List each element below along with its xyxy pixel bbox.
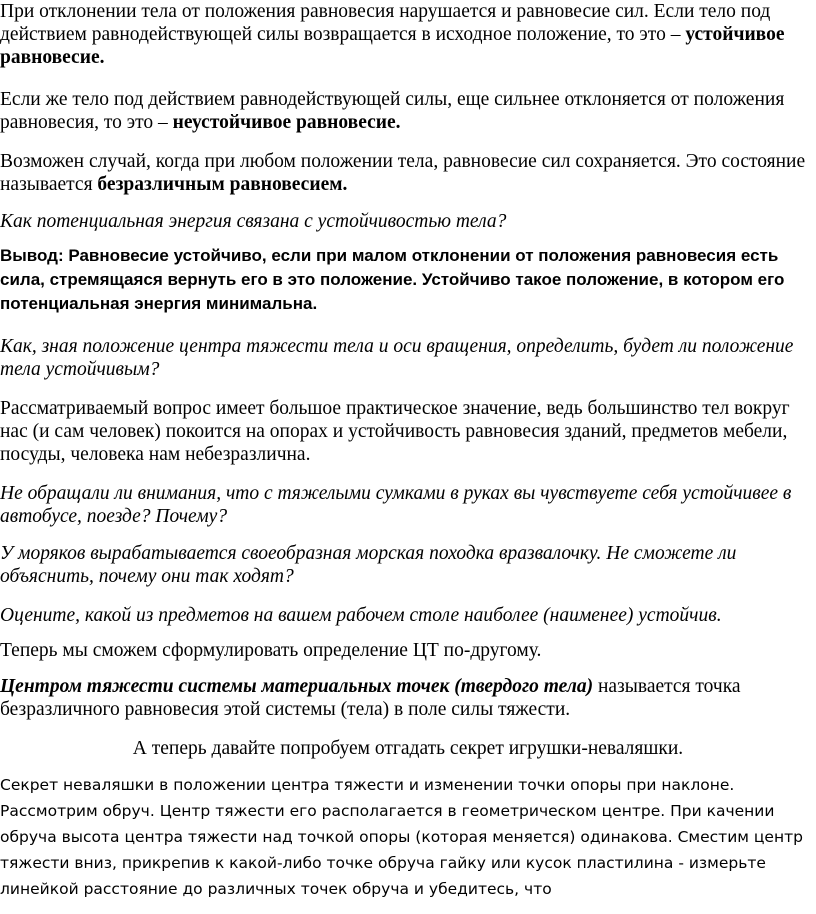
question-heavy-bags: Не обращали ли внимания, что с тяжелыми сумками в руках вы чувствуете себя устойчивее в автобусе, поезде? Почему? bbox=[0, 483, 792, 527]
paragraph-practical-importance: Рассматриваемый вопрос имеет большое практическое значение, ведь большинство тел вокруг нас (и сам человек) покоится на опорах и устойчивость равновесия зданий, предметов мебели, посуды, человека нам небезразлична. bbox=[0, 398, 790, 465]
paragraph-stable-equilibrium bbox=[0, 0, 812, 69]
p1-term: устойчивое равновесие. bbox=[0, 24, 785, 68]
conclusion-paragraph: Вывод: Равновесие устойчиво, если при малом отклонении от положения равновесия есть сила, стремящаяся вернуть его в это положение. Устойчиво такое положение, в котором его потенциальная энергия минимальна. bbox=[0, 246, 785, 313]
question-potential-energy: Как потенциальная энергия связана с устойчивостью тела? bbox=[0, 211, 507, 232]
p2-term: неустойчивое равновесие. bbox=[172, 112, 401, 133]
paragraph-new-definition: Теперь мы сможем сформулировать определение ЦТ по-другому. bbox=[0, 640, 542, 661]
paragraph-unstable-equilibrium bbox=[0, 88, 812, 134]
p3-term: безразличным равновесием. bbox=[97, 174, 348, 195]
definition-term: Центром тяжести системы материальных точек (твердого тела) bbox=[0, 676, 594, 697]
question-center-of-gravity: Как, зная положение центра тяжести тела и оси вращения, определить, будет ли положение тела устойчивым? bbox=[0, 336, 794, 380]
paragraph-neutral-equilibrium bbox=[0, 150, 812, 196]
p1-text: При отклонении тела от положения равновесия нарушается и равновесие сил. Если тело под действием равнодействующей силы возвращается в исходное положение, то это – bbox=[0, 1, 771, 45]
p3-text: Возможен случай, когда при любом положении тела, равновесие сил сохраняется. Это состояние называется bbox=[0, 151, 806, 195]
definition-text: называется точка безразличного равновесия этой системы (тела) в поле силы тяжести. bbox=[0, 676, 741, 720]
question-sailors: У моряков вырабатывается своеобразная морская походка вразвалочку. Не сможете ли объяснить, почему они так ходят? bbox=[0, 543, 737, 587]
paragraph-roly-poly-secret: Секрет неваляшки в положении центра тяжести и изменении точки опоры при наклоне. Рассмотрим обруч. Центр тяжести его располагается в геометрическом центре. При качении обруча высота центра тяжести над точкой опоры (которая меняется) одинакова. Сместим центр тяжести вниз, прикрепив к какой-либо точке обруча гайку или кусок пластилина - измерьте линейкой расстояние до различных точек обруча и убедитесь, что bbox=[0, 776, 803, 898]
p2-text: Если же тело под действием равнодействующей силы, еще сильнее отклоняется от положения равновесия, то это – bbox=[0, 89, 785, 133]
paragraph-roly-poly-intro: А теперь давайте попробуем отгадать секрет игрушки-неваляшки. bbox=[132, 738, 684, 759]
task-desk-objects: Оцените, какой из предметов на вашем рабочем столе наиболее (наименее) устойчив. bbox=[0, 605, 722, 626]
definition-center-of-gravity bbox=[0, 675, 812, 721]
